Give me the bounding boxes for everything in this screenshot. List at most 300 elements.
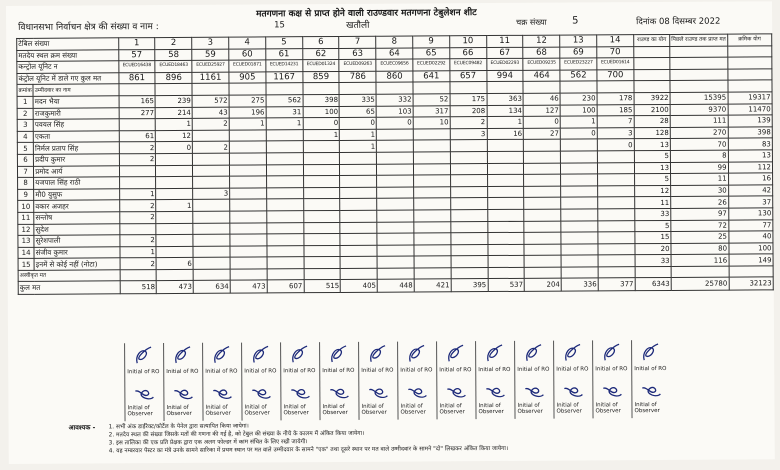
observer-signature-mark	[402, 381, 432, 403]
vote-cell	[303, 222, 340, 234]
header-cell: 1161	[192, 72, 229, 84]
empty-cell	[157, 269, 194, 281]
serial-header: क्रमांक	[17, 85, 33, 97]
empty-cell	[120, 269, 157, 281]
vote-cell	[450, 163, 487, 175]
vote-cell	[303, 164, 340, 176]
vote-cell: 1	[229, 118, 266, 130]
vote-cell: 12	[156, 130, 193, 142]
vote-cell	[561, 244, 598, 256]
header-cell: 13	[560, 35, 597, 47]
vote-cell	[487, 244, 524, 256]
vote-cell	[303, 176, 340, 188]
ro-initial-label: Initial of RO	[478, 366, 511, 374]
vote-cell	[598, 209, 635, 221]
header-cell: 2	[155, 37, 192, 49]
empty-cell	[634, 81, 670, 93]
candidate-name: निर्मल प्रताप सिंह	[34, 142, 119, 154]
vote-cell	[230, 164, 267, 176]
vote-cell	[561, 255, 598, 267]
vote-cell	[451, 244, 488, 256]
header-cell: ECUED02293	[486, 59, 523, 71]
empty-cell	[670, 46, 728, 58]
vote-cell	[413, 140, 450, 152]
empty-cell	[450, 82, 487, 94]
ro-initial-label: Initial of RO	[556, 366, 589, 373]
vote-cell	[524, 244, 561, 256]
observer-initial-label: Initial of Observer	[478, 402, 504, 416]
round-total: 13	[634, 139, 670, 151]
round-total: 13	[634, 162, 670, 174]
header-cell: 68	[523, 47, 560, 59]
vote-cell	[267, 245, 304, 257]
sheet-header	[6, 1, 772, 36]
vote-cell	[598, 174, 635, 186]
header-cell: 14	[597, 35, 634, 47]
ro-signature-mark	[597, 342, 627, 364]
vote-cell	[597, 151, 634, 163]
ro-initial-label: Initial of RO	[283, 368, 316, 375]
candidate-serial: 6	[17, 154, 33, 166]
observer-signature-mark	[597, 380, 627, 402]
vote-cell: 363	[487, 93, 524, 105]
empty-cell	[413, 82, 450, 94]
vote-cell	[266, 153, 303, 165]
vote-cell	[156, 188, 193, 200]
signature-cell	[631, 340, 671, 418]
header-cell: 657	[450, 70, 487, 82]
vote-cell: 61	[119, 130, 156, 142]
vote-cell	[193, 234, 230, 246]
vote-cell	[598, 220, 635, 232]
vote-cell	[193, 165, 230, 177]
vote-cell: 562	[266, 95, 303, 107]
vote-cell: 1	[340, 129, 377, 141]
vote-cell	[377, 256, 414, 268]
vote-cell	[487, 163, 524, 175]
observer-signature-mark	[636, 380, 666, 402]
candidate-serial: 2	[17, 108, 33, 120]
vote-cell: 134	[487, 105, 524, 117]
row-label: टेबिल संख्या	[17, 38, 119, 50]
total-cell: 537	[488, 279, 525, 292]
observer-initial-label: Initial of Observer	[517, 402, 543, 415]
vote-cell: 2	[119, 142, 156, 154]
vote-cell	[487, 232, 524, 244]
vote-cell: 0	[303, 118, 340, 130]
signature-cell	[124, 343, 164, 421]
signature-cell	[280, 342, 320, 420]
cumulative-total: 16	[728, 173, 772, 185]
empty-cell	[524, 267, 561, 279]
vote-cell: 1	[156, 119, 193, 131]
ro-signature-mark	[246, 344, 276, 366]
vote-cell	[414, 221, 451, 233]
ro-signature-mark	[207, 345, 237, 367]
vote-cell	[598, 232, 635, 244]
header-cell: 59	[192, 49, 229, 61]
vote-cell	[561, 197, 598, 209]
empty-cell	[377, 268, 414, 280]
round-total: 33	[635, 208, 671, 220]
vote-cell	[487, 209, 524, 221]
empty-cell	[634, 69, 670, 81]
vote-cell: 335	[340, 94, 377, 106]
ro-signature-mark	[441, 343, 471, 365]
grand-cumulative-total: 32123	[729, 277, 773, 290]
empty-cell	[670, 80, 728, 92]
empty-cell	[635, 266, 671, 278]
round-total: 12	[634, 185, 670, 197]
vote-cell	[304, 245, 341, 257]
previous-total: 15395	[670, 92, 728, 104]
row-label: कंट्रोल यूनिट में डाले गए कुल मत	[17, 73, 119, 85]
vote-cell	[193, 257, 230, 269]
constituency-label: विधानसभा निर्वाचन क्षेत्र की संख्या व नाम :	[18, 22, 159, 33]
vote-cell	[377, 233, 414, 245]
ro-initial-label: Initial of RO	[322, 367, 355, 375]
vote-cell: 1	[340, 141, 377, 153]
previous-total: 80	[671, 243, 729, 255]
vote-cell: 2	[119, 200, 156, 212]
vote-cell: 27	[524, 128, 561, 140]
vote-cell	[193, 176, 230, 188]
instruction-line: 1. सभी अंक डाईरेक्ट/कोर्टेल के पेनेल द्वारा सत्यापित किया जायेगा।	[108, 423, 249, 431]
header-cell: 700	[597, 69, 634, 81]
ro-signature-mark	[129, 345, 159, 367]
total-label: कुल मत	[18, 281, 120, 295]
vote-cell	[487, 140, 524, 152]
instruction-line: 3. इस तालिका की एक प्रति प्रेक्षक द्वारा एक अलग फोल्डर में काम संचित के लिए रखी जायेगी।	[108, 439, 308, 447]
empty-cell	[229, 83, 266, 95]
vote-cell	[267, 257, 304, 269]
previous-total: 72	[671, 220, 729, 232]
observer-initial-label: Initial of Observer	[322, 403, 348, 417]
vote-cell	[229, 153, 266, 165]
header-cell: 11	[486, 35, 523, 47]
vote-cell	[303, 199, 340, 211]
previous-total: 26	[671, 196, 729, 208]
header-cell: 57	[118, 49, 155, 61]
header-cell: 61	[266, 48, 303, 60]
vote-cell	[267, 199, 304, 211]
vote-cell	[598, 255, 635, 267]
vote-cell: 0	[340, 117, 377, 129]
empty-cell	[193, 269, 230, 281]
header-cell: 10	[450, 36, 487, 48]
vote-cell	[414, 175, 451, 187]
previous-total: 11	[671, 173, 729, 185]
vote-cell	[451, 233, 488, 245]
observer-signature-mark	[207, 383, 237, 405]
vote-cell	[377, 222, 414, 234]
header-cell: 62	[302, 48, 339, 60]
cumulative-total: 149	[729, 254, 773, 266]
vote-cell	[487, 186, 524, 198]
header-cell: 67	[486, 47, 523, 59]
candidate-name: सन्तोष	[34, 212, 119, 224]
vote-cell	[377, 187, 414, 199]
header-cell: ECUED01614	[597, 58, 634, 70]
vote-cell: 208	[450, 105, 487, 117]
vote-cell	[561, 232, 598, 244]
vote-cell	[524, 151, 561, 163]
header-cell: ECUED02292	[413, 59, 450, 71]
vote-cell: 52	[413, 94, 450, 106]
observer-initial-label: Initial of Observer	[205, 404, 231, 417]
total-cell: 518	[120, 281, 157, 294]
vote-cell: 185	[597, 104, 634, 116]
header-cell: 641	[413, 71, 450, 83]
vote-cell: 2	[192, 118, 229, 130]
vote-cell: 572	[192, 95, 229, 107]
empty-cell	[488, 267, 525, 279]
header-cell: ECUED01871	[229, 60, 266, 72]
observer-signature-mark	[168, 383, 198, 405]
candidate-name: संजीव कुमार	[34, 246, 119, 258]
sheet-title: मतगणना कक्ष से प्राप्त होने वाली राउण्डवार मतगणना टेबुलेशन शीट	[256, 8, 477, 20]
header-cell: 6	[302, 36, 339, 48]
round-total: 5	[634, 150, 670, 162]
header-cell: 7	[339, 36, 376, 48]
empty-cell	[728, 80, 772, 92]
vote-cell: 196	[229, 106, 266, 118]
vote-cell: 0	[560, 128, 597, 140]
empty-cell	[560, 81, 597, 93]
candidate-name: पवयल सिंह	[33, 119, 118, 131]
empty-cell	[230, 269, 267, 281]
header-cell: 861	[119, 72, 156, 84]
vote-cell	[156, 153, 193, 165]
observer-signature-mark	[285, 382, 315, 404]
header-cell: 3	[192, 37, 229, 49]
ro-initial-label: Initial of RO	[595, 366, 628, 373]
vote-cell	[193, 153, 230, 165]
vote-cell	[524, 139, 561, 151]
empty-cell	[634, 58, 670, 70]
empty-cell	[266, 83, 303, 95]
vote-cell: 10	[413, 117, 450, 129]
empty-cell	[155, 84, 192, 96]
vote-cell	[193, 199, 230, 211]
vote-cell	[340, 222, 377, 234]
round-total: 28	[634, 116, 670, 128]
empty-cell	[670, 69, 728, 81]
vote-cell	[414, 198, 451, 210]
vote-cell	[377, 245, 414, 257]
instructions-lead: आवश्यक -	[68, 423, 96, 432]
vote-cell: 214	[156, 107, 193, 119]
total-cell: 395	[451, 279, 488, 292]
vote-cell	[561, 174, 598, 186]
candidate-header: उम्मीदवार का नाम	[33, 84, 118, 96]
total-cell: 634	[193, 281, 230, 294]
vote-cell: 0	[597, 139, 634, 151]
previous-total: 116	[671, 254, 729, 266]
vote-cell: 0	[376, 117, 413, 129]
candidate-serial: 10	[18, 201, 34, 213]
vote-cell: 2	[119, 211, 156, 223]
instruction-line: 4. यह नम्बरवार पेस्टर का मंत्रे उनके सामने सारिका में प्रथम स्थान पर मत वाले उम्मीदवार के सामने "एक" तथा दूसरे स्थान पर मत वाले उम्मीदवार के सामने "दो" लिखकर अंकित किया जायेगा।	[108, 445, 509, 455]
vote-cell	[230, 222, 267, 234]
ro-initial-label: Initial of RO	[205, 368, 238, 375]
vote-cell	[303, 152, 340, 164]
empty-cell	[727, 69, 771, 81]
candidate-name: प्रमोद आर्य	[34, 165, 119, 177]
vote-cell	[266, 176, 303, 188]
vote-cell	[487, 221, 524, 233]
round-label: चक्र संख्या	[516, 17, 547, 27]
vote-cell	[266, 187, 303, 199]
round-total: 20	[635, 243, 671, 255]
candidate-serial: 7	[17, 166, 33, 178]
vote-cell	[303, 187, 340, 199]
ro-initial-label: Initial of RO	[166, 368, 199, 376]
observer-initial-label: Initial of Observer	[127, 405, 153, 418]
vote-cell	[156, 176, 193, 188]
total-cell: 421	[414, 279, 451, 292]
empty-cell	[727, 45, 771, 57]
header-cell: ECUED18463	[155, 61, 192, 73]
vote-cell	[560, 139, 597, 151]
vote-cell: 103	[376, 106, 413, 118]
ro-initial-label: Initial of RO	[517, 366, 550, 373]
vote-cell	[340, 175, 377, 187]
vote-cell	[266, 129, 303, 141]
header-cell: ECUED01324	[302, 60, 339, 72]
vote-cell	[450, 152, 487, 164]
vote-cell	[377, 210, 414, 222]
candidate-name: यजपाल सिंह राठी	[34, 177, 119, 189]
observer-signature-mark	[441, 381, 471, 403]
vote-cell: 230	[560, 93, 597, 105]
candidate-name: प्रदीप कुमार	[34, 154, 119, 166]
signature-cell	[358, 342, 398, 420]
vote-cell	[340, 210, 377, 222]
vote-cell: 2	[193, 141, 230, 153]
observer-initial-label: Initial of Observer	[556, 402, 582, 415]
header-cell: ECUED23227	[560, 58, 597, 70]
observer-initial-label: Initial of Observer	[595, 402, 621, 415]
vote-cell	[561, 151, 598, 163]
vote-cell: 1	[156, 200, 193, 212]
observer-initial-label: Initial of Observer	[244, 404, 270, 417]
vote-cell	[451, 221, 488, 233]
candidate-name: वकार अजहर	[34, 200, 119, 212]
vote-cell: 1	[120, 246, 157, 258]
vote-cell	[229, 130, 266, 142]
candidate-name: मदन भैया	[33, 96, 118, 108]
empty-cell	[561, 267, 598, 279]
signature-cell	[514, 341, 554, 419]
grand-previous-total: 25780	[671, 278, 729, 291]
vote-cell: 100	[560, 104, 597, 116]
vote-cell: 6	[156, 258, 193, 270]
tabulation-table	[16, 33, 774, 295]
vote-cell: 2	[450, 117, 487, 129]
vote-cell	[156, 223, 193, 235]
candidate-name: राजकुमारी	[33, 107, 118, 119]
row-label: कन्ट्रोल यूनिट न	[17, 61, 119, 73]
vote-cell	[192, 130, 229, 142]
vote-cell	[230, 257, 267, 269]
round-total: 128	[634, 127, 670, 139]
previous-total: 9370	[670, 104, 728, 116]
cumulative-total: 139	[728, 115, 772, 127]
previous-total: 99	[671, 162, 729, 174]
vote-cell	[156, 246, 193, 258]
vote-cell: 332	[376, 94, 413, 106]
empty-cell	[414, 268, 451, 280]
cumulative-total: 11470	[728, 103, 772, 115]
ro-signature-mark	[558, 342, 588, 364]
vote-cell	[193, 246, 230, 258]
vote-cell	[524, 255, 561, 267]
vote-cell	[414, 187, 451, 199]
vote-cell: 178	[597, 93, 634, 105]
cumulative-header: क्रमिक योग	[727, 34, 771, 46]
vote-cell	[267, 234, 304, 246]
round-total: 3922	[634, 92, 670, 104]
header-cell: 64	[376, 48, 413, 60]
vote-cell	[487, 151, 524, 163]
ro-initial-label: Initial of RO	[439, 367, 472, 374]
empty-cell	[487, 82, 524, 94]
observer-initial-label: Initial of Observer	[400, 403, 426, 416]
vote-cell	[340, 187, 377, 199]
cumulative-total: 112	[728, 161, 772, 173]
vote-cell	[267, 222, 304, 234]
vote-cell	[524, 232, 561, 244]
candidate-name: एकता	[33, 131, 118, 143]
row-label: मतदेय स्थल क्रम संख्या	[17, 49, 119, 61]
header-cell: 5	[266, 37, 303, 49]
vote-cell	[451, 256, 488, 268]
vote-cell	[450, 175, 487, 187]
header-cell: ECUED09263	[339, 59, 376, 71]
candidate-name: मौ0 युसुफ	[34, 189, 119, 201]
vote-cell	[119, 177, 156, 189]
ro-signature-mark	[363, 344, 393, 366]
vote-cell	[450, 198, 487, 210]
round-total: 5	[634, 174, 670, 186]
empty-cell	[727, 57, 771, 69]
vote-cell	[450, 140, 487, 152]
empty-cell	[451, 267, 488, 279]
ro-initial-label: Initial of RO	[361, 367, 394, 374]
vote-cell	[119, 119, 156, 131]
empty-cell	[634, 46, 670, 58]
candidate-serial: 9	[18, 189, 34, 201]
total-cell: 377	[598, 278, 635, 291]
ro-initial-label: Initial of RO	[634, 365, 667, 373]
constituency-name: खतौली	[346, 20, 370, 31]
vote-cell	[488, 256, 525, 268]
vote-cell: 1	[487, 116, 524, 128]
header-cell: 562	[560, 70, 597, 82]
empty-cell	[523, 81, 560, 93]
signature-area	[18, 339, 780, 424]
candidate-serial: 11	[18, 212, 34, 224]
vote-cell	[524, 186, 561, 198]
previous-total-header: पिछले राउण्ड तक प्राप्त मत	[670, 34, 728, 46]
empty-cell	[671, 266, 729, 278]
total-cell: 515	[304, 280, 341, 293]
instructions	[69, 420, 669, 456]
vote-cell	[377, 175, 414, 187]
empty-cell	[304, 268, 341, 280]
vote-cell	[598, 197, 635, 209]
